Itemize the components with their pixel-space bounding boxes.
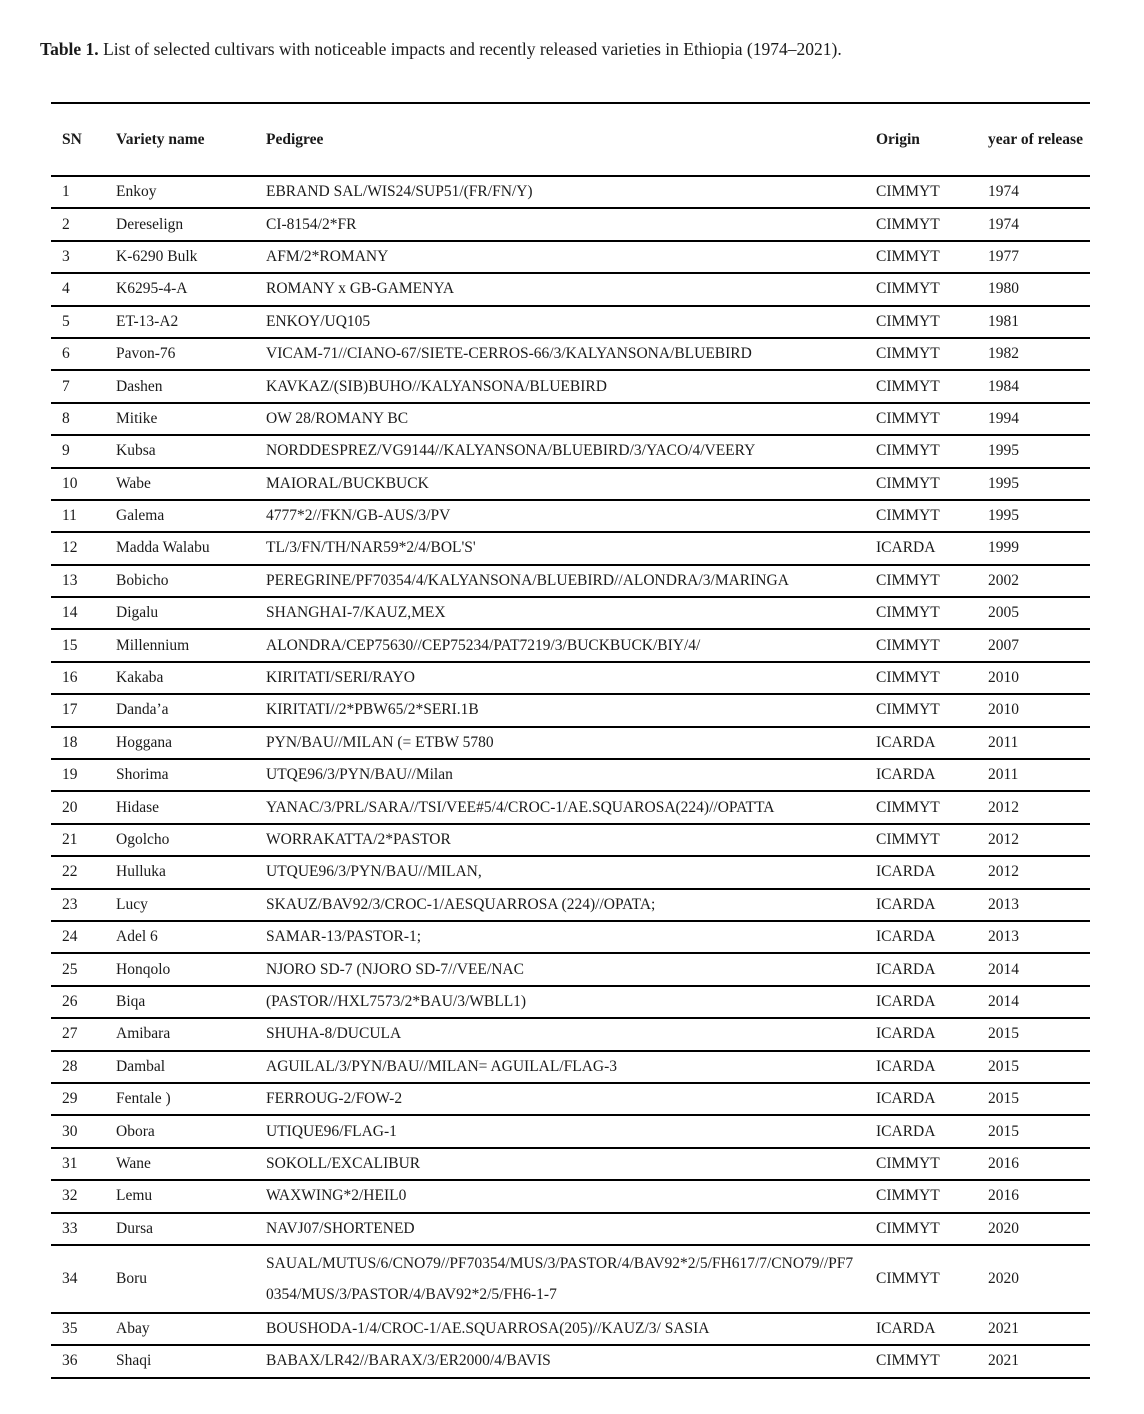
header-year-of-release: year of release bbox=[988, 130, 1083, 148]
cell-sn: 33 bbox=[62, 1219, 78, 1237]
table-row bbox=[51, 403, 1090, 435]
table-row bbox=[51, 921, 1090, 953]
cell-pedigree: WAXWING*2/HEIL0 bbox=[266, 1187, 407, 1205]
cell-sn: 5 bbox=[62, 312, 70, 330]
cell-year-of-release: 2012 bbox=[988, 831, 1019, 848]
table-row bbox=[51, 1245, 1090, 1313]
cell-variety-name: Ogolcho bbox=[116, 831, 170, 848]
table-body bbox=[51, 176, 1090, 1378]
cell-year-of-release: 1982 bbox=[988, 345, 1019, 363]
table-row bbox=[51, 597, 1090, 629]
table-header-row bbox=[51, 103, 1090, 176]
cell-year-of-release: 2015 bbox=[988, 1057, 1019, 1075]
cell-origin: ICARDA bbox=[876, 992, 936, 1010]
cell-year-of-release: 2021 bbox=[988, 1320, 1019, 1338]
table-row bbox=[51, 953, 1090, 985]
cell-sn: 21 bbox=[62, 831, 78, 848]
cell-variety-name: Madda Walabu bbox=[116, 539, 210, 557]
cell-origin: CIMMYT bbox=[876, 701, 940, 719]
cell-origin: CIMMYT bbox=[876, 183, 940, 201]
table-row bbox=[51, 856, 1090, 888]
cell-variety-name: K6295-4-A bbox=[116, 280, 188, 298]
cell-year-of-release: 2010 bbox=[988, 701, 1019, 719]
table-row bbox=[51, 694, 1090, 726]
cell-sn: 2 bbox=[62, 215, 70, 233]
table-row bbox=[51, 662, 1090, 694]
cell-year-of-release: 2020 bbox=[988, 1269, 1019, 1287]
cell-origin: CIMMYT bbox=[876, 1352, 940, 1370]
cell-pedigree: SAMAR-13/PASTOR-1; bbox=[266, 928, 422, 946]
table-row bbox=[51, 889, 1090, 921]
cell-origin: ICARDA bbox=[876, 733, 936, 751]
cell-origin: CIMMYT bbox=[876, 507, 940, 525]
cell-pedigree: FERROUG-2/FOW-2 bbox=[266, 1090, 403, 1108]
cell-origin: CIMMYT bbox=[876, 409, 940, 427]
cell-origin: CIMMYT bbox=[876, 604, 940, 622]
table-row bbox=[51, 176, 1090, 208]
table-row bbox=[51, 791, 1090, 823]
cell-sn: 9 bbox=[62, 442, 70, 460]
cell-year-of-release: 1995 bbox=[988, 474, 1019, 492]
cell-variety-name: Biqa bbox=[116, 992, 146, 1010]
cell-sn: 27 bbox=[62, 1025, 78, 1043]
table-row bbox=[51, 435, 1090, 467]
cell-variety-name: Kubsa bbox=[116, 442, 156, 460]
cell-pedigree: KIRITATI//2*PBW65/2*SERI.1B bbox=[266, 701, 479, 719]
table-row bbox=[51, 629, 1090, 661]
table-row bbox=[51, 1148, 1090, 1180]
cell-sn: 18 bbox=[62, 733, 78, 751]
table-row bbox=[51, 759, 1090, 791]
cell-variety-name: Enkoy bbox=[116, 183, 157, 201]
cell-sn: 6 bbox=[62, 345, 70, 363]
cell-sn: 15 bbox=[62, 636, 78, 654]
cell-origin: CIMMYT bbox=[876, 1187, 940, 1205]
cell-pedigree: SKAUZ/BAV92/3/CROC-1/AESQUARROSA (224)//OPATA; bbox=[266, 895, 656, 913]
cell-year-of-release: 2011 bbox=[988, 766, 1019, 784]
cell-origin: CIMMYT bbox=[876, 571, 940, 589]
cell-variety-name: Kakaba bbox=[116, 669, 164, 687]
cell-pedigree: UTQE96/3/PYN/BAU//Milan bbox=[266, 766, 453, 784]
cell-origin: CIMMYT bbox=[876, 474, 940, 492]
cell-origin: CIMMYT bbox=[876, 377, 940, 395]
cell-variety-name: Wane bbox=[116, 1154, 151, 1172]
cell-pedigree: BABAX/LR42//BARAX/3/ER2000/4/BAVIS bbox=[266, 1352, 551, 1370]
cell-origin: CIMMYT bbox=[876, 669, 940, 687]
table-caption bbox=[40, 33, 1130, 65]
header-origin: Origin bbox=[876, 130, 920, 148]
cell-origin: ICARDA bbox=[876, 960, 936, 978]
cell-variety-name: Millennium bbox=[116, 636, 190, 654]
cell-variety-name: ET-13-A2 bbox=[116, 312, 179, 330]
cell-variety-name: Digalu bbox=[116, 604, 159, 622]
cell-pedigree: KAVKAZ/(SIB)BUHO//KALYANSONA/BLUEBIRD bbox=[266, 377, 607, 395]
table-row bbox=[51, 338, 1090, 370]
cell-sn: 36 bbox=[62, 1352, 78, 1370]
cell-variety-name: Wabe bbox=[116, 474, 151, 492]
cell-pedigree: WORRAKATTA/2*PASTOR bbox=[266, 831, 451, 848]
cell-variety-name: Bobicho bbox=[116, 571, 169, 589]
cell-sn: 16 bbox=[62, 669, 78, 687]
cell-pedigree: ENKOY/UQ105 bbox=[266, 312, 371, 330]
cell-sn: 1 bbox=[62, 183, 70, 201]
cell-year-of-release: 1994 bbox=[988, 409, 1019, 427]
cell-origin: ICARDA bbox=[876, 895, 936, 913]
cell-pedigree: SAUAL/MUTUS/6/CNO79//PF70354/MUS/3/PASTOR/4/BAV92*2/5/FH617/7/CNO79//PF70354/MUS/3/PASTOR/4/BAV92*2/5/FH6-1-7 bbox=[266, 1254, 854, 1303]
cell-variety-name: Dashen bbox=[116, 377, 163, 395]
cell-origin: CIMMYT bbox=[876, 798, 940, 816]
cell-sn: 26 bbox=[62, 992, 78, 1010]
cell-pedigree: YANAC/3/PRL/SARA//TSI/VEE#5/4/CROC-1/AE.SQUAROSA(224)//OPATTA bbox=[266, 798, 775, 816]
cell-year-of-release: 2002 bbox=[988, 571, 1019, 589]
cell-sn: 19 bbox=[62, 766, 78, 784]
cell-origin: CIMMYT bbox=[876, 215, 940, 233]
cell-origin: CIMMYT bbox=[876, 1219, 940, 1237]
cell-pedigree: PEREGRINE/PF70354/4/KALYANSONA/BLUEBIRD//ALONDRA/3/MARINGA bbox=[266, 571, 789, 589]
cell-year-of-release: 2005 bbox=[988, 604, 1019, 622]
cell-origin: CIMMYT bbox=[876, 1154, 940, 1172]
cell-pedigree: KIRITATI/SERI/RAYO bbox=[266, 669, 415, 687]
cell-origin: ICARDA bbox=[876, 928, 936, 946]
cell-variety-name: Fentale ) bbox=[116, 1090, 171, 1108]
cell-variety-name: Honqolo bbox=[116, 960, 171, 978]
cell-origin: CIMMYT bbox=[876, 345, 940, 363]
cell-pedigree: AFM/2*ROMANY bbox=[266, 247, 389, 265]
cell-variety-name: Lemu bbox=[116, 1187, 153, 1205]
cell-variety-name: Adel 6 bbox=[116, 928, 158, 946]
cell-origin: ICARDA bbox=[876, 1320, 936, 1338]
cell-pedigree: SHUHA-8/DUCULA bbox=[266, 1025, 402, 1043]
cell-pedigree: EBRAND SAL/WIS24/SUP51/(FR/FN/Y) bbox=[266, 183, 533, 201]
table-row bbox=[51, 727, 1090, 759]
cell-origin: ICARDA bbox=[876, 1090, 936, 1108]
caption-label: Table 1. bbox=[40, 39, 99, 59]
table-row bbox=[51, 273, 1090, 305]
cell-variety-name: Dambal bbox=[116, 1057, 166, 1075]
cell-year-of-release: 1981 bbox=[988, 312, 1019, 330]
cell-year-of-release: 1999 bbox=[988, 539, 1019, 557]
cell-variety-name: Mitike bbox=[116, 409, 158, 427]
cell-pedigree: 4777*2//FKN/GB-AUS/3/PV bbox=[266, 507, 451, 525]
cell-year-of-release: 2014 bbox=[988, 960, 1019, 978]
cell-sn: 4 bbox=[62, 280, 70, 298]
cultivars-table bbox=[51, 102, 1090, 1379]
cell-sn: 7 bbox=[62, 377, 70, 395]
cell-year-of-release: 2020 bbox=[988, 1219, 1019, 1237]
cell-year-of-release: 2012 bbox=[988, 863, 1019, 881]
header-sn: SN bbox=[62, 130, 82, 148]
cell-sn: 23 bbox=[62, 895, 78, 913]
cell-variety-name: Amibara bbox=[116, 1025, 171, 1043]
cell-sn: 24 bbox=[62, 928, 78, 946]
cell-pedigree: UTQUE96/3/PYN/BAU//MILAN, bbox=[266, 863, 482, 881]
table-row bbox=[51, 1313, 1090, 1345]
cell-pedigree: (PASTOR//HXL7573/2*BAU/3/WBLL1) bbox=[266, 992, 527, 1010]
cell-variety-name: Shaqi bbox=[116, 1352, 152, 1370]
cell-variety-name: K-6290 Bulk bbox=[116, 247, 198, 265]
table-row bbox=[51, 306, 1090, 338]
cell-sn: 34 bbox=[62, 1269, 78, 1287]
cell-pedigree: TL/3/FN/TH/NAR59*2/4/BOL'S' bbox=[266, 539, 476, 557]
cell-year-of-release: 2016 bbox=[988, 1187, 1019, 1205]
cell-variety-name: Danda’a bbox=[116, 701, 169, 719]
cell-origin: ICARDA bbox=[876, 766, 936, 784]
cell-variety-name: Galema bbox=[116, 507, 165, 525]
cell-origin: CIMMYT bbox=[876, 247, 940, 265]
header-pedigree: Pedigree bbox=[266, 130, 324, 148]
cell-origin: CIMMYT bbox=[876, 636, 940, 654]
table-row bbox=[51, 565, 1090, 597]
table-row bbox=[51, 1115, 1090, 1147]
cell-year-of-release: 2016 bbox=[988, 1154, 1019, 1172]
cell-origin: CIMMYT bbox=[876, 1269, 940, 1287]
cell-origin: CIMMYT bbox=[876, 442, 940, 460]
cell-pedigree: SOKOLL/EXCALIBUR bbox=[266, 1154, 421, 1172]
cell-year-of-release: 2015 bbox=[988, 1090, 1019, 1108]
cell-origin: ICARDA bbox=[876, 1057, 936, 1075]
cell-variety-name: Hoggana bbox=[116, 733, 172, 751]
table-row bbox=[51, 1180, 1090, 1212]
cell-sn: 14 bbox=[62, 604, 78, 622]
cell-pedigree: NAVJ07/SHORTENED bbox=[266, 1219, 415, 1237]
cell-year-of-release: 1977 bbox=[988, 247, 1019, 265]
cell-sn: 31 bbox=[62, 1154, 78, 1172]
cell-sn: 25 bbox=[62, 960, 78, 978]
cell-variety-name: Hidase bbox=[116, 798, 160, 816]
cell-origin: CIMMYT bbox=[876, 280, 940, 298]
table-row bbox=[51, 532, 1090, 564]
cell-sn: 11 bbox=[62, 507, 77, 525]
cell-pedigree: VICAM-71//CIANO-67/SIETE-CERROS-66/3/KALYANSONA/BLUEBIRD bbox=[266, 345, 752, 363]
cell-pedigree: MAIORAL/BUCKBUCK bbox=[266, 474, 429, 492]
cell-variety-name: Dursa bbox=[116, 1219, 154, 1237]
cell-year-of-release: 2021 bbox=[988, 1352, 1019, 1370]
cell-pedigree: ALONDRA/CEP75630//CEP75234/PAT7219/3/BUCKBUCK/BIY/4/ bbox=[266, 636, 701, 654]
cell-sn: 8 bbox=[62, 409, 70, 427]
cell-variety-name: Dereselign bbox=[116, 215, 184, 233]
cell-year-of-release: 2015 bbox=[988, 1122, 1019, 1140]
cell-variety-name: Shorima bbox=[116, 766, 169, 784]
table-row bbox=[51, 241, 1090, 273]
cell-year-of-release: 2007 bbox=[988, 636, 1019, 654]
cell-pedigree: ROMANY x GB-GAMENYA bbox=[266, 280, 455, 298]
cell-year-of-release: 1984 bbox=[988, 377, 1019, 395]
cell-sn: 28 bbox=[62, 1057, 78, 1075]
cell-year-of-release: 2015 bbox=[988, 1025, 1019, 1043]
table-row bbox=[51, 1345, 1090, 1377]
cell-origin: ICARDA bbox=[876, 1025, 936, 1043]
cell-sn: 32 bbox=[62, 1187, 78, 1205]
cell-year-of-release: 2013 bbox=[988, 895, 1019, 913]
table-row bbox=[51, 208, 1090, 240]
cell-variety-name: Hulluka bbox=[116, 863, 166, 881]
cell-year-of-release: 2013 bbox=[988, 928, 1019, 946]
cell-pedigree: CI-8154/2*FR bbox=[266, 215, 357, 233]
cell-sn: 30 bbox=[62, 1122, 78, 1140]
header-variety-name: Variety name bbox=[116, 130, 205, 148]
cell-origin: CIMMYT bbox=[876, 831, 940, 848]
cell-origin: CIMMYT bbox=[876, 312, 940, 330]
cell-variety-name: Lucy bbox=[116, 895, 148, 913]
cell-year-of-release: 2014 bbox=[988, 992, 1019, 1010]
cell-year-of-release: 1974 bbox=[988, 215, 1019, 233]
cell-year-of-release: 1980 bbox=[988, 280, 1019, 298]
cell-variety-name: Obora bbox=[116, 1122, 155, 1140]
cell-year-of-release: 2011 bbox=[988, 733, 1019, 751]
cell-pedigree: OW 28/ROMANY BC bbox=[266, 409, 409, 427]
cell-sn: 35 bbox=[62, 1320, 78, 1338]
table-row bbox=[51, 1083, 1090, 1115]
cell-origin: ICARDA bbox=[876, 539, 936, 557]
cell-pedigree: AGUILAL/3/PYN/BAU//MILAN= AGUILAL/FLAG-3 bbox=[266, 1057, 618, 1075]
cell-sn: 10 bbox=[62, 474, 78, 492]
cell-year-of-release: 2010 bbox=[988, 669, 1019, 687]
table-row bbox=[51, 370, 1090, 402]
cell-pedigree: SHANGHAI-7/KAUZ,MEX bbox=[266, 604, 446, 622]
table-row bbox=[51, 1018, 1090, 1050]
cell-year-of-release: 1995 bbox=[988, 442, 1019, 460]
cell-variety-name: Pavon-76 bbox=[116, 345, 176, 363]
cell-variety-name: Boru bbox=[116, 1269, 147, 1287]
cell-sn: 17 bbox=[62, 701, 78, 719]
cell-variety-name: Abay bbox=[116, 1320, 150, 1338]
cell-sn: 13 bbox=[62, 571, 78, 589]
cell-sn: 3 bbox=[62, 247, 70, 265]
cell-year-of-release: 2012 bbox=[988, 798, 1019, 816]
cell-origin: ICARDA bbox=[876, 863, 936, 881]
table-row bbox=[51, 824, 1090, 856]
table-row bbox=[51, 1213, 1090, 1245]
table-row bbox=[51, 1051, 1090, 1083]
cell-sn: 29 bbox=[62, 1090, 78, 1108]
cell-origin: ICARDA bbox=[876, 1122, 936, 1140]
cell-year-of-release: 1974 bbox=[988, 183, 1019, 201]
table-row bbox=[51, 986, 1090, 1018]
cell-pedigree: UTIQUE96/FLAG-1 bbox=[266, 1122, 397, 1140]
cell-pedigree: PYN/BAU//MILAN (= ETBW 5780 bbox=[266, 733, 494, 751]
table-row bbox=[51, 500, 1090, 532]
cell-pedigree: BOUSHODA-1/4/CROC-1/AE.SQUARROSA(205)//KAUZ/3/ SASIA bbox=[266, 1320, 710, 1338]
cell-sn: 22 bbox=[62, 863, 78, 881]
cell-sn: 12 bbox=[62, 539, 78, 557]
caption-text: List of selected cultivars with noticeable impacts and recently released varieties in Ethiopia (1974–2021). bbox=[98, 39, 842, 59]
cell-sn: 20 bbox=[62, 798, 78, 816]
table-row bbox=[51, 468, 1090, 500]
cell-pedigree: NORDDESPREZ/VG9144//KALYANSONA/BLUEBIRD/3/YACO/4/VEERY bbox=[266, 442, 756, 460]
cell-pedigree: NJORO SD-7 (NJORO SD-7//VEE/NAC bbox=[266, 960, 524, 978]
cell-year-of-release: 1995 bbox=[988, 507, 1019, 525]
